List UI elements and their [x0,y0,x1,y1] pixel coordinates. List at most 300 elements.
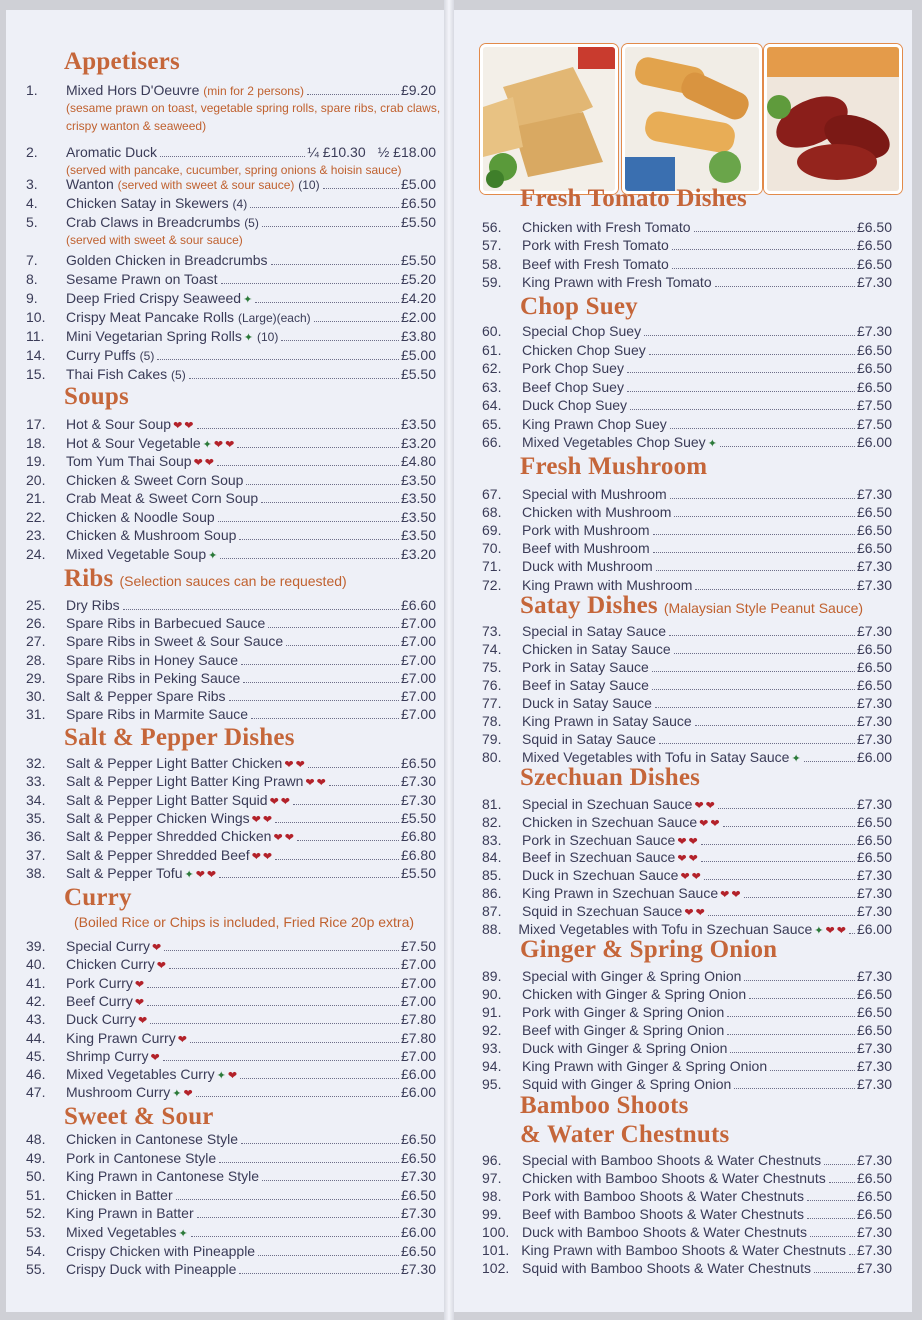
item-number: 70. [482,540,502,557]
item-label [66,144,157,160]
item-price: £6.50 [400,1131,436,1147]
menu-item [26,615,436,633]
item-label [66,195,247,211]
item-name: Pork Chop Suey [522,360,624,376]
menu-item [482,677,892,695]
item-price: £7.50 [856,415,892,432]
item-name: Chicken in Cantonese Style [66,1131,238,1147]
item-price: £7.00 [400,633,436,650]
item-label [66,670,240,686]
item-price: £6.00 [856,434,892,450]
sesame-prawn-toast-photo [480,44,618,194]
item-number: 40. [26,956,46,973]
item-name: Chicken & Sweet Corn Soup [66,471,244,488]
bamboo-heading [520,1092,689,1120]
item-number: 92. [482,1022,502,1038]
item-number: 81. [482,796,502,812]
item-price: £4.80 [400,453,436,469]
vegetarian-icon: ✦ [243,332,254,344]
chili-icon: ❤ [138,1015,148,1028]
item-name: Crab Claws in Breadcrumbs [66,214,241,230]
chili-icon: ❤ [699,817,709,830]
menu-item [26,1243,436,1261]
item-label [522,360,624,376]
menu-item [26,144,436,162]
item-number: 55. [26,1261,46,1278]
item-name: Chicken & Noodle Soup [66,508,215,525]
item-number: 61. [482,341,502,358]
section-title: Sweet & Sour [64,1103,214,1130]
item-label [66,309,311,325]
dot-leader [804,761,855,762]
item-number: 8. [26,271,38,287]
menu-item [482,397,892,415]
dot-leader [157,359,399,360]
item-price: £6.50 [856,540,892,557]
dot-leader [749,998,855,999]
item-number: 59. [482,273,502,290]
menu-item [26,792,436,810]
menu-item [26,527,436,545]
menu-item [26,472,436,490]
item-price: £6.50 [856,237,892,254]
dot-leader [814,1272,855,1273]
item-price: £6.50 [400,1242,436,1259]
menu-item [26,1011,436,1029]
section-title: Salt & Pepper Dishes [64,724,295,751]
menu-item [482,1242,892,1260]
chili-icon: ❤ [836,924,846,937]
item-number: 56. [482,219,502,235]
item-note: (min for 2 persons) [203,84,304,98]
item-name: Spare Ribs in Barbecued Sauce [66,615,266,632]
item-number: 19. [26,453,46,469]
item-number: 73. [482,623,502,639]
item-label [522,1188,804,1204]
item-number: 26. [26,615,46,632]
item-price: £6.80 [400,846,436,863]
dot-leader [176,1199,399,1200]
dot-leader [281,340,399,341]
item-label [66,82,304,98]
item-number: 74. [482,641,502,657]
item-price: £7.30 [400,791,436,808]
menu-item [482,796,892,814]
chili-icon: ❤ [184,420,194,432]
item-price: £6.50 [400,1186,436,1203]
menu-item [26,252,436,270]
menu-item [482,522,892,540]
item-number: 67. [482,486,502,502]
chili-icon: ❤ [227,1070,238,1083]
chili-icon: ❤ [305,777,315,790]
item-number: 22. [26,508,46,525]
item-price: £6.00 [400,1084,436,1101]
item-number: 29. [26,669,46,686]
item-number: 41. [26,974,46,991]
dot-leader [807,1200,855,1201]
dot-leader [219,1162,399,1163]
menu-item [482,1004,892,1022]
item-name: Salt & Pepper Light Batter Chicken [66,755,283,771]
item-label [522,986,746,1002]
item-name: Beef with Ginger & Spring Onion [522,1022,725,1038]
mushroom-heading [520,453,707,481]
menu-item [26,956,436,974]
item-qty: (10) [256,330,279,344]
menu-item [26,975,436,993]
item-price: £7.50 [400,938,436,954]
item-number: 65. [482,415,502,432]
section-note: (Selection sauces can be requested) [119,573,347,589]
item-label [66,366,186,382]
chili-icon: ❤ [280,795,291,808]
item-label [66,290,252,306]
menu-item [26,810,436,828]
menu-item [26,509,436,527]
item-label [522,219,691,235]
item-label [66,755,305,771]
dot-leader [169,968,399,969]
item-price: £3.50 [400,527,436,543]
dot-leader [164,950,399,951]
item-price: £2.00 [400,309,436,325]
menu-item [26,82,436,100]
item-label [66,1224,188,1240]
item-label [66,975,144,991]
dot-leader [275,859,399,860]
item-label [522,1022,724,1038]
menu-item [482,1040,892,1058]
chili-icon: ❤ [213,438,224,451]
item-number: 31. [26,706,46,723]
item-number: 54. [26,1242,46,1259]
item-label [66,416,194,432]
item-name: Wanton [66,176,114,192]
dot-leader [627,391,855,392]
item-name: Sesame Prawn on Toast [66,271,218,287]
chili-icon: ❤ [684,906,694,919]
item-price: £6.50 [856,219,892,235]
item-price: £6.50 [856,1022,892,1038]
dot-leader [849,933,855,934]
item-name: Deep Fried Crispy Seaweed [66,290,242,306]
item-name: Squid with Bamboo Shoots & Water Chestnuts [522,1260,811,1276]
menu-item [482,504,892,522]
chili-icon: ❤ [150,1051,160,1064]
section-title: Bamboo Shoots [520,1092,689,1119]
item-name: Pork in Satay Sauce [522,659,649,675]
item-label [522,486,667,502]
item-label [522,1076,731,1092]
item-label [522,677,649,693]
menu-item [26,755,436,773]
item-price: £7.00 [400,1047,436,1064]
item-price: £7.30 [856,323,892,339]
chili-icon: ❤ [173,420,183,432]
item-label [66,214,259,230]
dot-leader [672,249,855,250]
menu-item [26,1084,436,1102]
item-number: 23. [26,527,46,543]
menu-item [26,1131,436,1149]
item-label [518,921,846,937]
menu-item [26,597,436,615]
menu-item [26,328,436,346]
item-number: 48. [26,1131,46,1147]
item-name: Pork in Cantonese Style [66,1149,217,1166]
vegetarian-icon: ✦ [791,753,801,765]
menu-item [26,195,436,213]
dot-leader [656,570,855,571]
item-price: £6.50 [856,659,892,675]
item-name: Special with Mushroom [522,486,667,502]
menu-item [26,1205,436,1223]
item-name: Spare Ribs in Sweet & Sour Sauce [66,633,284,650]
item-price: £6.60 [400,597,436,613]
chili-icon: ❤ [262,813,273,826]
item-name: Thai Fish Cakes [66,366,168,382]
item-number: 91. [482,1004,502,1020]
item-price: £6.50 [856,360,892,376]
item-price: £7.00 [400,956,436,973]
chili-icon: ❤ [694,800,704,812]
menu-item [26,366,436,384]
item-price: ¼ £10.30 [307,144,366,160]
item-number: 50. [26,1168,46,1185]
item-name: Mixed Vegetables Curry [66,1066,215,1083]
item-price: £5.50 [400,252,436,268]
item-number: 27. [26,633,46,650]
menu-item [26,938,436,956]
item-price: £6.50 [856,813,892,830]
dot-leader [652,689,855,690]
dot-leader [849,1254,855,1255]
section-title: Curry [64,884,132,911]
dot-leader [727,1016,855,1017]
item-name: Salt & Pepper Chicken Wings [66,809,250,826]
item-number: 66. [482,434,502,450]
item-label [66,597,120,613]
item-number: 24. [26,545,46,562]
item-name: Special with Bamboo Shoots & Water Chestnuts [522,1152,822,1168]
item-name: Chicken Chop Suey [522,341,646,358]
dot-leader [239,1273,399,1274]
item-price: £6.50 [400,195,436,211]
chili-icon: ❤ [251,813,261,826]
item-label [66,615,265,631]
item-name: Salt & Pepper Shredded Beef [66,846,250,863]
item-label [66,847,272,863]
item-price: £7.30 [400,1168,436,1185]
item-price: £3.20 [400,545,436,562]
menu-item [482,832,892,850]
item-name: Duck with Bamboo Shoots & Water Chestnuts [522,1224,808,1240]
item-label [66,1048,160,1064]
dot-leader [720,446,855,447]
dot-leader [258,1255,399,1256]
item-label [66,706,248,722]
item-name: Beef with Bamboo Shoots & Water Chestnuts [522,1206,804,1222]
menu-item [26,214,436,232]
item-number: 98. [482,1188,502,1204]
dot-leader [150,1023,399,1024]
item-name: Hot & Sour Soup [66,416,172,432]
item-label [66,271,218,287]
item-number: 69. [482,522,502,539]
item-price: £7.30 [856,1040,892,1056]
item-name: Spare Ribs in Honey Sauce [66,651,238,668]
item-price: £7.00 [400,706,436,723]
item-number: 82. [482,813,502,830]
item-name: Salt & Pepper Tofu [66,864,183,881]
item-name: Duck in Szechuan Sauce [522,867,679,884]
chili-icon: ❤ [680,871,690,884]
chili-icon: ❤ [316,777,326,790]
item-number: 17. [26,416,46,432]
item-number: 33. [26,773,46,790]
item-price: £7.00 [400,651,436,668]
item-note: (served with sweet & sour sauce) [117,178,295,192]
dot-leader [672,268,855,269]
item-name: King Prawn Curry [66,1029,176,1046]
menu-item [482,695,892,713]
item-number: 4. [26,195,38,211]
dot-leader [824,1164,855,1165]
dot-leader [807,1218,855,1219]
item-label [66,252,268,268]
menu-item [26,670,436,688]
chili-icon: ❤ [225,438,235,451]
ginger-heading [520,936,777,964]
item-label [522,1004,724,1020]
menu-item [482,323,892,341]
item-label [66,347,154,363]
item-number: 36. [26,828,46,845]
menu-item [482,274,892,292]
item-price: £6.50 [856,1206,892,1222]
item-label [66,1150,216,1166]
item-price: £5.50 [400,366,436,382]
bamboo-heading-line2: & Water Chestnuts [520,1121,730,1148]
item-label [522,1206,804,1222]
menu-item [482,641,892,659]
dot-leader [323,188,399,189]
item-label [66,633,283,649]
item-description: (served with sweet & sour sauce) [66,233,243,247]
item-label [522,713,692,729]
item-name: Pork with Bamboo Shoots & Water Chestnuts [522,1188,804,1204]
menu-item [482,903,892,921]
item-label [522,1170,826,1186]
section-title: Soups [64,383,129,410]
item-number: 71. [482,558,502,575]
item-name: Salt & Pepper Shredded Chicken [66,828,272,845]
item-number: 46. [26,1066,46,1083]
menu-item [26,453,436,471]
item-price: £7.30 [856,713,892,729]
item-label [522,522,650,538]
section-title: Szechuan Dishes [520,764,701,791]
chili-icon: ❤ [269,795,279,808]
item-qty: (Large)(each) [237,311,311,325]
item-label [522,796,715,812]
vegetarian-icon: ✦ [243,294,253,306]
item-label [522,731,656,747]
item-label [66,828,294,844]
item-number: 88. [482,920,502,937]
chili-icon: ❤ [688,835,698,848]
item-name: Beef Chop Suey [522,378,624,395]
item-name: King Prawn in Batter [66,1205,194,1222]
dot-leader [670,428,855,429]
dot-leader [251,718,399,719]
dot-leader [240,1078,399,1079]
item-price: £6.00 [400,1224,436,1240]
menu-item [482,623,892,641]
chili-icon: ❤ [262,850,273,863]
chili-icon: ❤ [691,871,701,884]
item-qty: (5) [244,216,259,230]
chili-icon: ❤ [251,850,261,863]
item-number: 32. [26,755,46,771]
item-price: £7.80 [400,1029,436,1046]
menu-item [482,256,892,274]
dot-leader [770,1070,855,1071]
dot-leader [218,521,399,522]
item-price: £3.20 [400,434,436,451]
dot-leader [123,609,399,610]
menu-item [482,849,892,867]
menu-item [26,1261,436,1279]
item-label [66,1084,193,1100]
item-number: 93. [482,1040,502,1056]
item-price: £7.30 [856,695,892,711]
dot-leader [627,372,855,373]
item-number: 60. [482,323,502,339]
item-label [522,1040,727,1056]
dot-leader [652,671,855,672]
item-price: £6.50 [856,1188,892,1204]
saltpepper-heading [64,724,295,752]
spring-rolls-photo [622,44,762,194]
item-number: 58. [482,255,502,272]
item-number: 5. [26,214,38,230]
item-number: 18. [26,434,46,451]
item-label [522,1058,767,1074]
item-number: 42. [26,992,46,1009]
item-number: 37. [26,846,46,863]
vegetarian-icon: ✦ [216,1070,226,1083]
menu-item [482,867,892,885]
item-name: Spare Ribs in Marmite Sauce [66,706,249,723]
item-name: Duck Curry [66,1011,137,1028]
item-name: Spare Ribs in Peking Sauce [66,669,241,686]
menu-item [482,1058,892,1076]
item-label [66,1011,147,1027]
item-qty: (5) [171,368,186,382]
item-number: 85. [482,867,502,884]
item-number: 49. [26,1149,46,1166]
dot-leader [669,635,855,636]
item-name: Chicken in Batter [66,1186,173,1203]
item-label [66,688,226,704]
dot-leader [727,1034,855,1035]
item-name: Duck with Ginger & Spring Onion [522,1040,728,1056]
item-name: King Prawn with Bamboo Shoots & Water Chestnuts [521,1242,846,1258]
item-name: Chicken with Mushroom [522,504,672,521]
item-number: 38. [26,864,46,881]
